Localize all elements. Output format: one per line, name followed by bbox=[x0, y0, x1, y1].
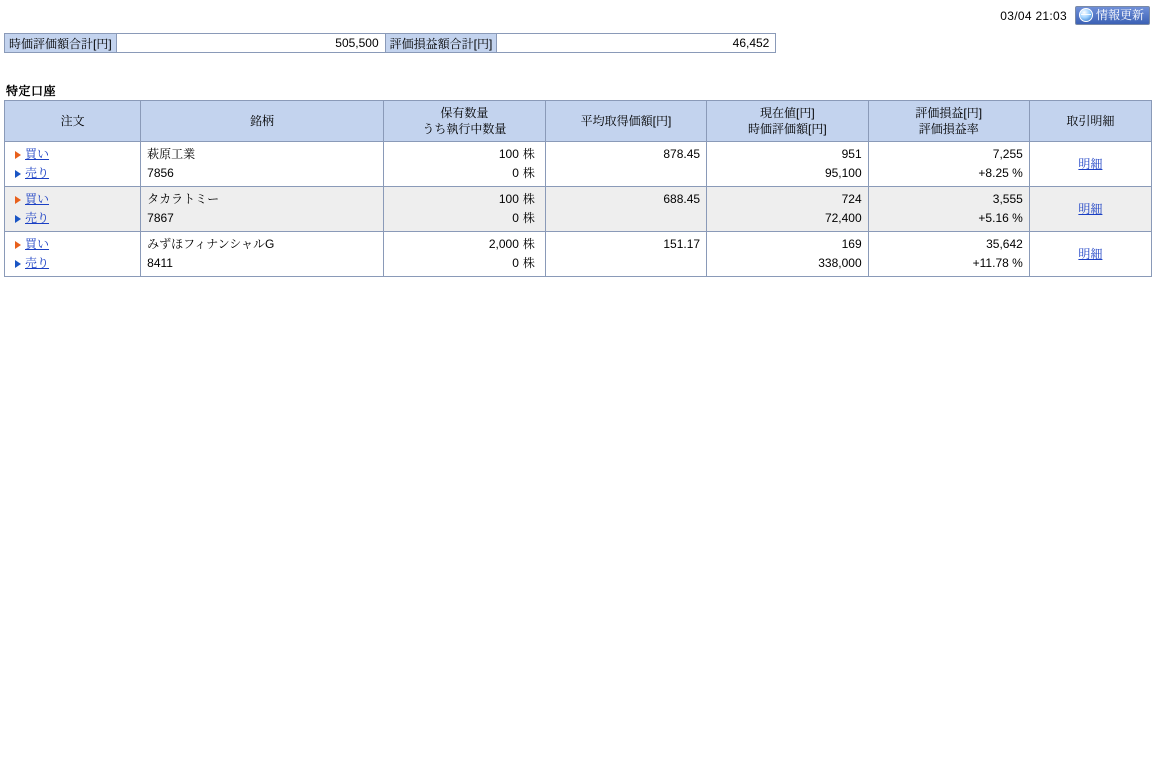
market-value-amount: 505,500 bbox=[116, 33, 386, 53]
quantity-held: 2,000 bbox=[488, 237, 519, 251]
header-profit-loss-line1: 評価損益[円] bbox=[915, 106, 983, 120]
header-profit-loss-line2: 評価損益率 bbox=[918, 122, 979, 136]
profit-loss-cell bbox=[868, 232, 1029, 277]
table-row bbox=[5, 232, 1152, 277]
header-average-price: 平均取得価額[円] bbox=[545, 101, 706, 142]
summary-bar bbox=[4, 33, 776, 53]
header-order: 注文 bbox=[5, 101, 141, 142]
market-value: 72,400 bbox=[824, 211, 862, 225]
profit-loss-rate: +8.25 % bbox=[978, 166, 1023, 180]
sell-link[interactable]: 売り bbox=[25, 166, 50, 180]
price-cell bbox=[707, 187, 869, 232]
detail-cell bbox=[1029, 142, 1151, 187]
order-cell bbox=[5, 142, 141, 187]
header-quantity-line2: うち執行中数量 bbox=[422, 122, 507, 136]
header-quantity-line1: 保有数量 bbox=[440, 106, 489, 120]
sell-link[interactable]: 売り bbox=[25, 211, 50, 225]
trade-detail-link[interactable]: 明細 bbox=[1078, 201, 1103, 216]
name-cell bbox=[141, 142, 384, 187]
order-cell bbox=[5, 187, 141, 232]
name-cell bbox=[141, 232, 384, 277]
quantity-cell bbox=[383, 187, 545, 232]
quantity-executing: 0 bbox=[512, 256, 519, 270]
header-current-price bbox=[707, 101, 869, 142]
profit-loss-amount: 3,555 bbox=[992, 192, 1023, 206]
current-price: 724 bbox=[841, 192, 862, 206]
table-row bbox=[5, 187, 1152, 232]
detail-cell bbox=[1029, 232, 1151, 277]
header-quantity bbox=[383, 101, 545, 142]
market-value: 338,000 bbox=[818, 256, 862, 270]
average-price-cell: 151.17 bbox=[545, 232, 706, 277]
average-price-cell: 878.45 bbox=[545, 142, 706, 187]
timestamp: 03/04 21:03 bbox=[1000, 8, 1067, 23]
quantity-unit: 株 bbox=[522, 166, 535, 180]
profit-loss-amount: 7,255 bbox=[992, 147, 1023, 161]
quantity-held: 100 bbox=[498, 147, 519, 161]
current-price: 951 bbox=[841, 147, 862, 161]
market-value: 95,100 bbox=[824, 166, 862, 180]
sell-arrow-icon bbox=[15, 215, 21, 223]
quantity-unit: 株 bbox=[522, 147, 535, 161]
average-price-cell: 688.45 bbox=[545, 187, 706, 232]
refresh-button-label: 情報更新 bbox=[1095, 8, 1144, 22]
order-cell bbox=[5, 232, 141, 277]
profit-loss-cell bbox=[868, 142, 1029, 187]
sell-link[interactable]: 売り bbox=[25, 256, 50, 270]
sell-order-line[interactable] bbox=[15, 209, 134, 228]
market-value-label: 時価評価額合計[円] bbox=[4, 33, 117, 53]
price-cell bbox=[707, 232, 869, 277]
profit-loss-amount: 46,452 bbox=[496, 33, 776, 53]
price-cell bbox=[707, 142, 869, 187]
stock-name: タカラトミー bbox=[147, 192, 220, 206]
globe-icon bbox=[1079, 8, 1093, 22]
refresh-button[interactable] bbox=[1075, 6, 1150, 25]
buy-link[interactable]: 買い bbox=[25, 192, 50, 206]
current-price: 169 bbox=[841, 237, 862, 251]
header-name: 銘柄 bbox=[141, 101, 384, 142]
buy-arrow-icon bbox=[15, 241, 21, 249]
table-header-row bbox=[5, 101, 1152, 142]
name-cell bbox=[141, 187, 384, 232]
quantity-executing: 0 bbox=[512, 211, 519, 225]
sell-arrow-icon bbox=[15, 260, 21, 268]
stock-name: みずほフィナンシャルG bbox=[147, 237, 275, 251]
sell-order-line[interactable] bbox=[15, 254, 134, 273]
quantity-held: 100 bbox=[498, 192, 519, 206]
header-trade-detail: 取引明細 bbox=[1029, 101, 1151, 142]
top-bar bbox=[1000, 6, 1150, 25]
profit-loss-label: 評価損益額合計[円] bbox=[385, 33, 498, 53]
trade-detail-link[interactable]: 明細 bbox=[1078, 156, 1103, 171]
quantity-unit: 株 bbox=[522, 211, 535, 225]
profit-loss-cell bbox=[868, 187, 1029, 232]
sell-order-line[interactable] bbox=[15, 164, 134, 183]
buy-link[interactable]: 買い bbox=[25, 147, 50, 161]
stock-code: 8411 bbox=[147, 256, 173, 270]
header-current-price-line2: 時価評価額[円] bbox=[748, 122, 827, 136]
quantity-unit: 株 bbox=[522, 256, 535, 270]
quantity-unit: 株 bbox=[522, 192, 535, 206]
profit-loss-amount: 35,642 bbox=[986, 237, 1023, 251]
detail-cell bbox=[1029, 187, 1151, 232]
sell-arrow-icon bbox=[15, 170, 21, 178]
stock-name: 萩原工業 bbox=[147, 147, 196, 161]
buy-arrow-icon bbox=[15, 196, 21, 204]
quantity-cell bbox=[383, 142, 545, 187]
quantity-cell bbox=[383, 232, 545, 277]
section-title: 特定口座 bbox=[6, 84, 57, 98]
table-row bbox=[5, 142, 1152, 187]
quantity-unit: 株 bbox=[522, 237, 535, 251]
header-current-price-line1: 現在値[円] bbox=[760, 106, 815, 120]
holdings-table bbox=[4, 100, 1152, 277]
trade-detail-link[interactable]: 明細 bbox=[1078, 246, 1103, 261]
stock-code: 7867 bbox=[147, 211, 174, 225]
buy-order-line[interactable] bbox=[15, 190, 134, 209]
stock-code: 7856 bbox=[147, 166, 174, 180]
profit-loss-rate: +11.78 % bbox=[972, 256, 1023, 270]
header-profit-loss bbox=[868, 101, 1029, 142]
buy-order-line[interactable] bbox=[15, 145, 134, 164]
buy-link[interactable]: 買い bbox=[25, 237, 50, 251]
buy-arrow-icon bbox=[15, 151, 21, 159]
buy-order-line[interactable] bbox=[15, 235, 134, 254]
profit-loss-rate: +5.16 % bbox=[978, 211, 1023, 225]
quantity-executing: 0 bbox=[512, 166, 519, 180]
